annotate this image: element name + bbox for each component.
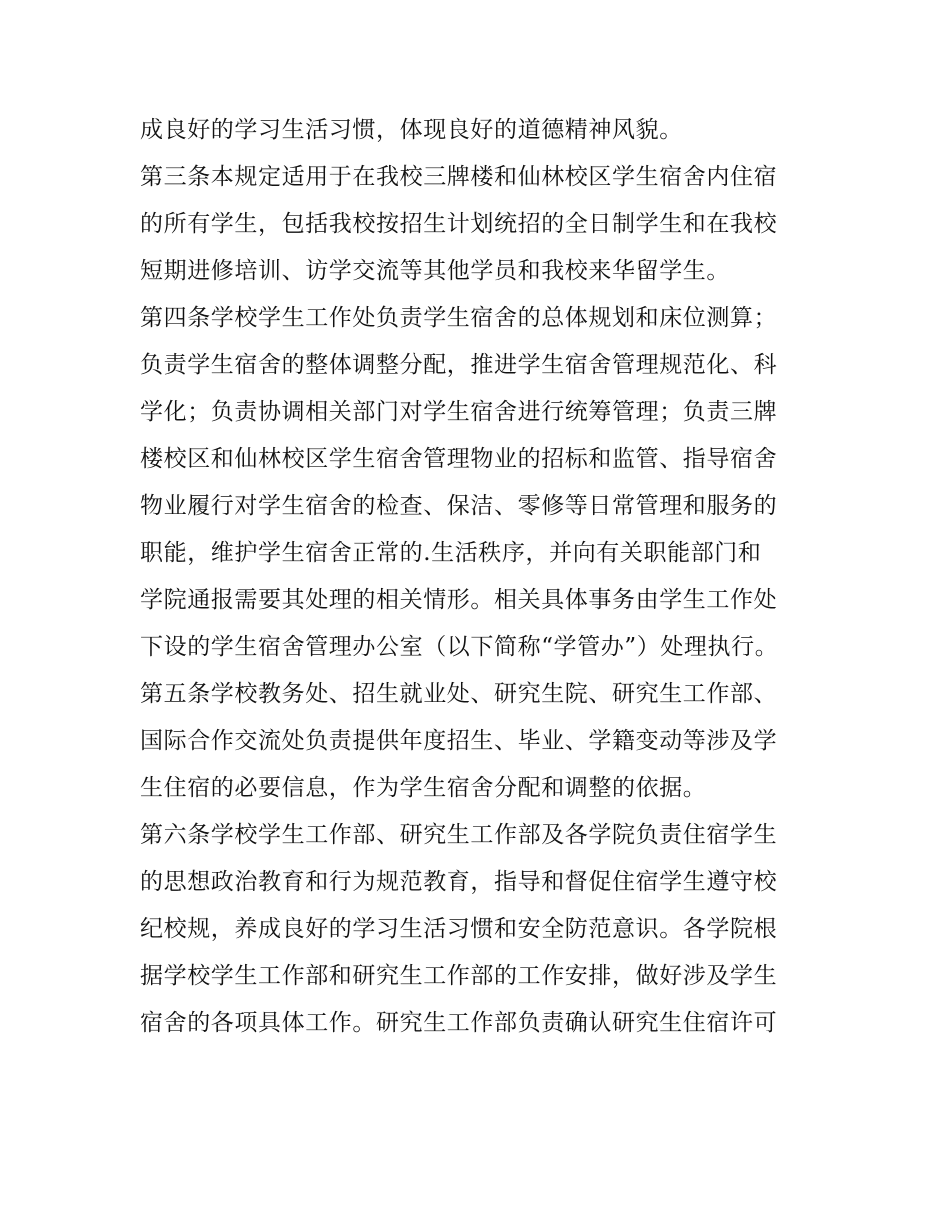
- body-text: [140, 107, 820, 1047]
- text-line: 短期进修培训、访学交流等其他学员和我校来华留学生。: [140, 258, 730, 284]
- text-line: 学院通报需要其处理的相关情形。相关具体事务由学生工作处: [140, 587, 778, 613]
- text-line: 生住宿的必要信息，作为学生宿舍分配和调整的依据。: [140, 775, 707, 801]
- text-line: 楼校区和仙林校区学生宿舍管理物业的招标和监管、指导宿舍: [140, 446, 778, 472]
- text-line: 学化；负责协调相关部门对学生宿舍进行统筹管理；负责三牌: [140, 399, 778, 425]
- text-line: 的思想政治教育和行为规范教育，指导和督促住宿学生遵守校: [140, 869, 778, 895]
- text-line: 成良好的学习生活习惯，体现良好的道德精神风貌。: [140, 117, 683, 143]
- text-line: 第三条本规定适用于在我校三牌楼和仙林校区学生宿舍内住宿: [140, 164, 778, 190]
- text-line: 第六条学校学生工作部、研究生工作部及各学院负责住宿学生: [140, 822, 778, 848]
- text-line: 物业履行对学生宿舍的检查、保洁、零修等日常管理和服务的: [140, 493, 778, 519]
- text-line: 第四条学校学生工作处负责学生宿舍的总体规划和床位测算；: [140, 305, 778, 331]
- text-line: 第五条学校教务处、招生就业处、研究生院、研究生工作部、: [140, 681, 778, 707]
- text-line: 宿舍的各项具体工作。研究生工作部负责确认研究生住宿许可: [140, 1010, 778, 1036]
- text-line: 国际合作交流处负责提供年度招生、毕业、学籍变动等涉及学: [140, 728, 778, 754]
- text-line: 下设的学生宿舍管理办公室（以下简称“学管办”）处理执行。: [140, 634, 779, 660]
- text-line: 的所有学生，包括我校按招生计划统招的全日制学生和在我校: [140, 211, 778, 237]
- text-line: 负责学生宿舍的整体调整分配，推进学生宿舍管理规范化、科: [140, 352, 778, 378]
- text-line: 职能，维护学生宿舍正常的.生活秩序，并向有关职能部门和: [140, 540, 762, 566]
- text-line: 据学校学生工作部和研究生工作部的工作安排，做好涉及学生: [140, 963, 778, 989]
- text-line: 纪校规，养成良好的学习生活习惯和安全防范意识。各学院根: [140, 916, 778, 942]
